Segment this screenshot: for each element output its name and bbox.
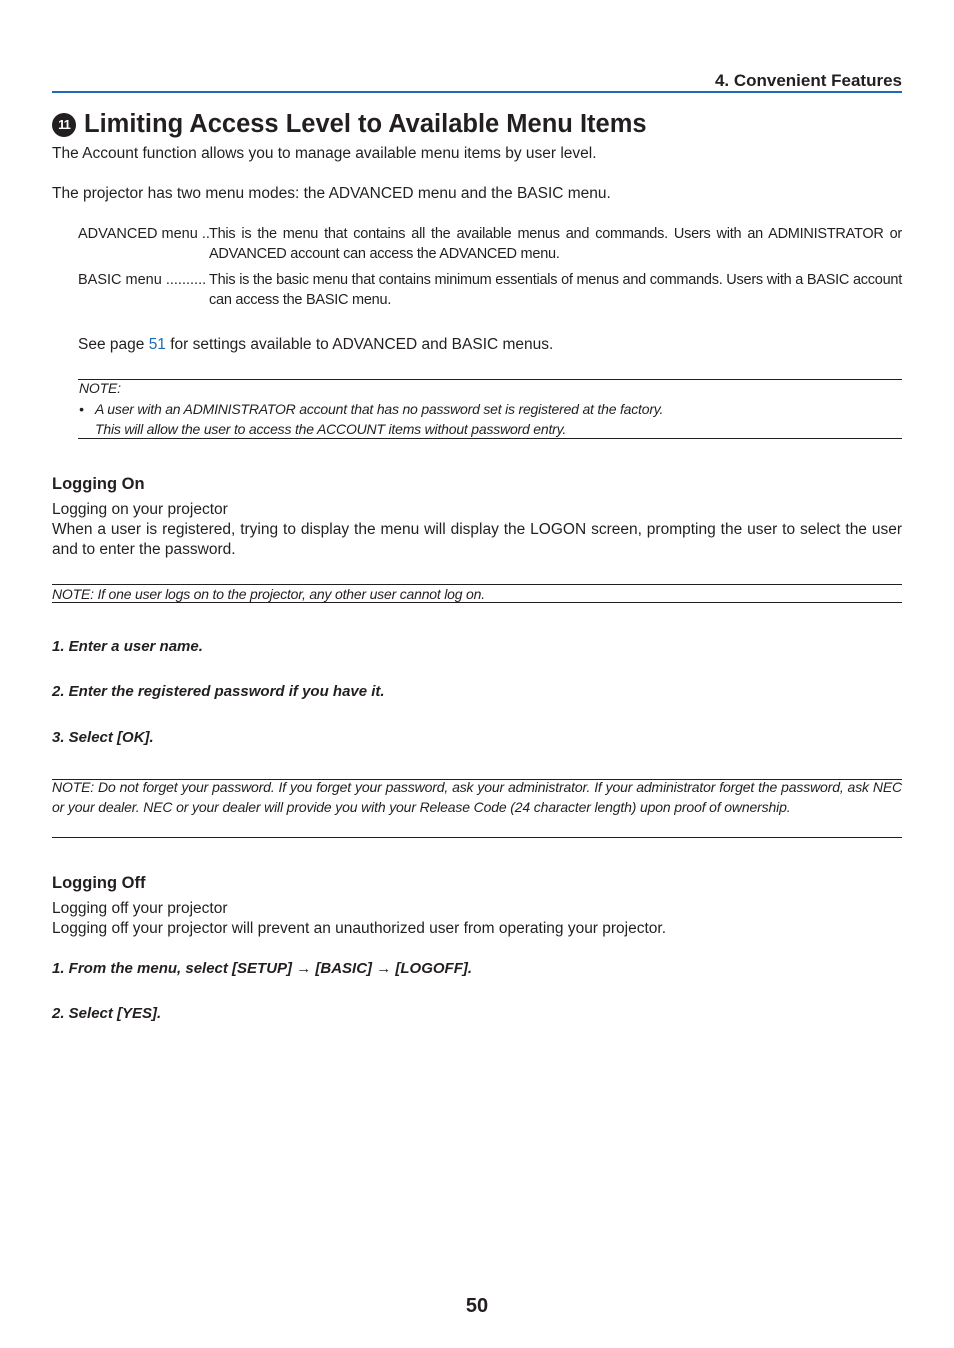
note-bullet: • [79,401,84,417]
definition-desc-basic: This is the basic menu that contains minimum essentials of menus and commands. Users with a BASIC account can access the BASIC menu. [209,272,902,308]
definition-term-basic: BASIC menu .......... [78,272,207,288]
logging-on-heading: Logging On [52,475,145,493]
password-note: NOTE: Do not forget your password. If you forget your password, ask your administrator. If your administrator forget the password, ask NEC or your dealer. NEC or your dealer will provide you with your Release Code (24 character length) upon proof of ownership. [52,779,902,815]
logging-off-heading: Logging Off [52,874,146,892]
logging-on-line-1: Logging on your projector [52,501,228,518]
intro-paragraph-2: The projector has two menu modes: the ADVANCED menu and the BASIC menu. [52,185,611,202]
note-label: NOTE: [79,380,121,396]
note-bottom-rule [78,438,902,439]
logon-step-3: 3. Select [OK]. [52,729,154,746]
intro-paragraph-1: The Account function allows you to manage available menu items by user level. [52,145,597,162]
page-link[interactable]: 51 [148,336,166,353]
note-line-2: This will allow the user to access the ACCOUNT items without password entry. [95,421,567,437]
header-rule [52,91,902,93]
definition-desc-advanced: This is the menu that contains all the available menus and commands. Users with an ADMINISTRATOR or ADVANCED account can access the ADVANCED menu. [209,226,902,262]
logon-step-1: 1. Enter a user name. [52,638,203,655]
logon-note-bottom-rule [52,602,902,603]
logon-step-2: 2. Enter the registered password if you have it. [52,683,385,700]
see-page-text: See page 51 for settings available to ADVANCED and BASIC menus. [78,336,554,353]
logon-note: NOTE: If one user logs on to the projector, any other user cannot log on. [52,586,485,602]
note-top-rule [78,379,902,380]
page-number: 50 [465,1295,489,1317]
logging-off-line-2: Logging off your projector will prevent an unauthorized user from operating your projector. [52,920,667,937]
section-number-badge: 11 [52,113,76,137]
note-line-1: A user with an ADMINISTRATOR account that has no password set is registered at the factory. [95,401,664,417]
definition-term-advanced: ADVANCED menu .. [78,226,210,242]
page-title-text: Limiting Access Level to Available Menu Items [84,110,647,138]
logoff-step-1: 1. From the menu, select [SETUP] → [BASIC] → [LOGOFF]. [52,960,473,977]
logging-off-line-1: Logging off your projector [52,900,228,917]
logging-on-line-2: When a user is registered, trying to display the menu will display the LOGON screen, prompting the user to select the user and to enter the password. [52,521,902,558]
page-title [52,108,922,140]
logoff-step-2: 2. Select [YES]. [52,1005,162,1022]
section-header: 4. Convenient Features [714,71,902,90]
password-note-bottom-rule [52,837,902,838]
